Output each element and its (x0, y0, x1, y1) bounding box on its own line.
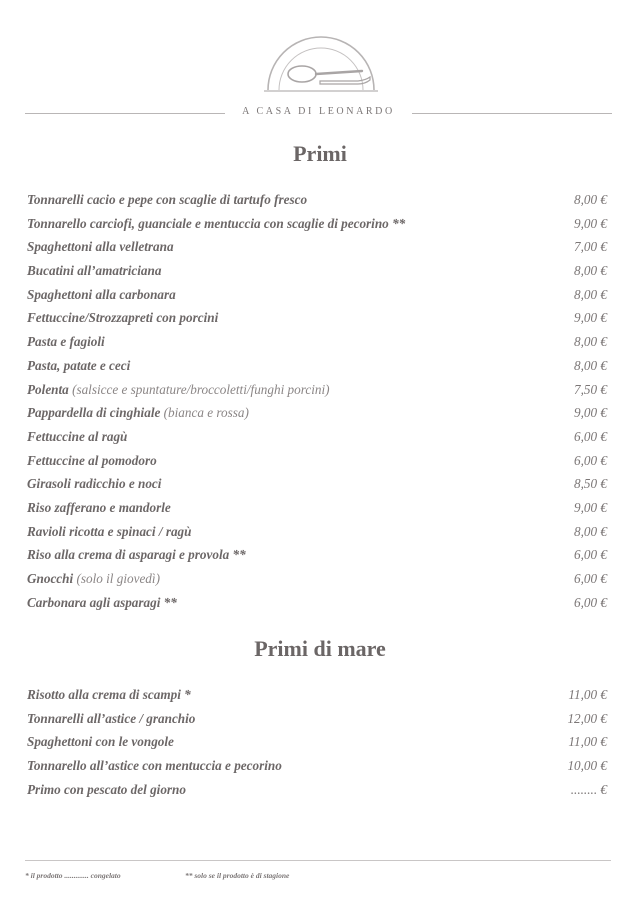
menu-item (27, 263, 607, 287)
dish-price: 8,00 € (574, 286, 607, 302)
dish-name: Pasta e fagioli (27, 334, 105, 350)
dish-name: Tonnarelli cacio e pepe con scaglie di tartufo fresco (27, 192, 308, 207)
footer-divider (25, 860, 611, 861)
menu-item (27, 524, 607, 548)
section-title-primi: Primi (293, 141, 347, 166)
dish-name: Fettuccine al pomodoro (27, 452, 157, 468)
dish-price: 8,50 € (574, 476, 607, 492)
section-title-primi-di-mare: Primi di mare (254, 636, 386, 661)
dish-name: Risotto alla crema di scampi * (27, 687, 191, 702)
dish-name: Spaghettoni con le vongole (27, 734, 174, 750)
dish-name: Pasta, patate e ceci (27, 357, 131, 373)
dish-name: Tonnarello all’astice con mentuccia e pecorino (27, 758, 282, 774)
menu-item (27, 192, 607, 216)
menu-item (27, 382, 607, 406)
dish-note: (salsicce e spuntature/broccoletti/funghi porcini) (72, 381, 330, 397)
menu-item (27, 239, 607, 263)
dish-name: Riso zafferano e mandorle (27, 499, 171, 515)
dish-price: 8,00 € (574, 263, 607, 279)
menu-item (27, 711, 607, 735)
menu-item (27, 405, 607, 429)
dish-name: Spaghettoni alla velletrana (27, 239, 174, 255)
dish-price: 6,00 € (574, 452, 607, 468)
menu-list-primi-di-mare (27, 687, 607, 805)
dish-price: 6,00 € (574, 594, 607, 610)
dish-price: 11,00 € (568, 734, 607, 750)
menu-item (27, 782, 607, 806)
dish-note: (solo il giovedì) (76, 571, 160, 586)
dish-price: 11,00 € (568, 687, 607, 702)
brand-divider-left (25, 113, 225, 114)
dish-name: Pappardella di cinghiale (27, 405, 161, 421)
dish-name: Fettuccine al ragù (27, 428, 128, 444)
dish-name: Fettuccine/Strozzapreti con porcini (27, 310, 219, 326)
dish-name: Spaghettoni alla carbonara (27, 286, 176, 302)
dish-price: 7,00 € (574, 239, 607, 255)
dish-price: 7,50 € (574, 381, 607, 397)
footnote-seasonal: ** solo se il prodotto è di stagione (185, 871, 290, 880)
menu-item (27, 687, 607, 711)
dish-price: 10,00 € (567, 758, 607, 774)
dish-name: Bucatini all’amatriciana (27, 263, 162, 279)
dish-name: Gnocchi (27, 571, 74, 586)
menu-item (27, 310, 607, 334)
dish-price: 9,00 € (574, 310, 607, 326)
dish-price: 8,00 € (574, 334, 607, 350)
menu-item (27, 453, 607, 477)
dish-name: Carbonara agli asparagi ** (27, 594, 177, 610)
menu-item (27, 571, 607, 595)
dish-price: 6,00 € (574, 571, 607, 586)
menu-item (27, 334, 607, 358)
menu-item (27, 216, 607, 240)
menu-item (27, 758, 607, 782)
dish-name: Ravioli ricotta e spinaci / ragù (27, 523, 192, 539)
dish-price: 6,00 € (574, 547, 607, 563)
menu-item (27, 547, 607, 571)
dish-name: Riso alla crema di asparagi e provola ** (27, 547, 246, 563)
dish-name: Tonnarelli all’astice / granchio (27, 710, 196, 726)
dish-name: Girasoli radicchio e noci (27, 476, 162, 492)
menu-item (27, 734, 607, 758)
menu-item (27, 287, 607, 311)
dish-price: ........ € (570, 781, 607, 797)
brand-name: A CASA DI LEONARDO (242, 106, 395, 117)
dish-price: 9,00 € (574, 405, 607, 421)
dish-note: (bianca e rossa) (163, 405, 249, 421)
menu-item (27, 476, 607, 500)
menu-item (27, 500, 607, 524)
menu-list-primi (27, 192, 607, 618)
dish-name: Polenta (27, 381, 69, 397)
dish-price: 8,00 € (574, 192, 607, 207)
dish-price: 9,00 € (574, 215, 607, 231)
dish-price: 8,00 € (574, 357, 607, 373)
menu-item (27, 429, 607, 453)
menu-item (27, 358, 607, 382)
dish-price: 6,00 € (574, 428, 607, 444)
plate-spoon-knife-icon (262, 22, 380, 102)
dish-name: Primo con pescato del giorno (27, 781, 186, 797)
header-logo (0, 22, 640, 122)
dish-price: 9,00 € (574, 499, 607, 515)
dish-price: 8,00 € (574, 523, 607, 539)
dish-price: 12,00 € (567, 710, 607, 726)
menu-item (27, 595, 607, 619)
dish-name: Tonnarello carciofi, guanciale e mentuccia con scaglie di pecorino ** (27, 215, 406, 231)
brand-divider-right (412, 113, 612, 114)
footnote-frozen: * il prodotto ............. congelato (25, 871, 121, 880)
